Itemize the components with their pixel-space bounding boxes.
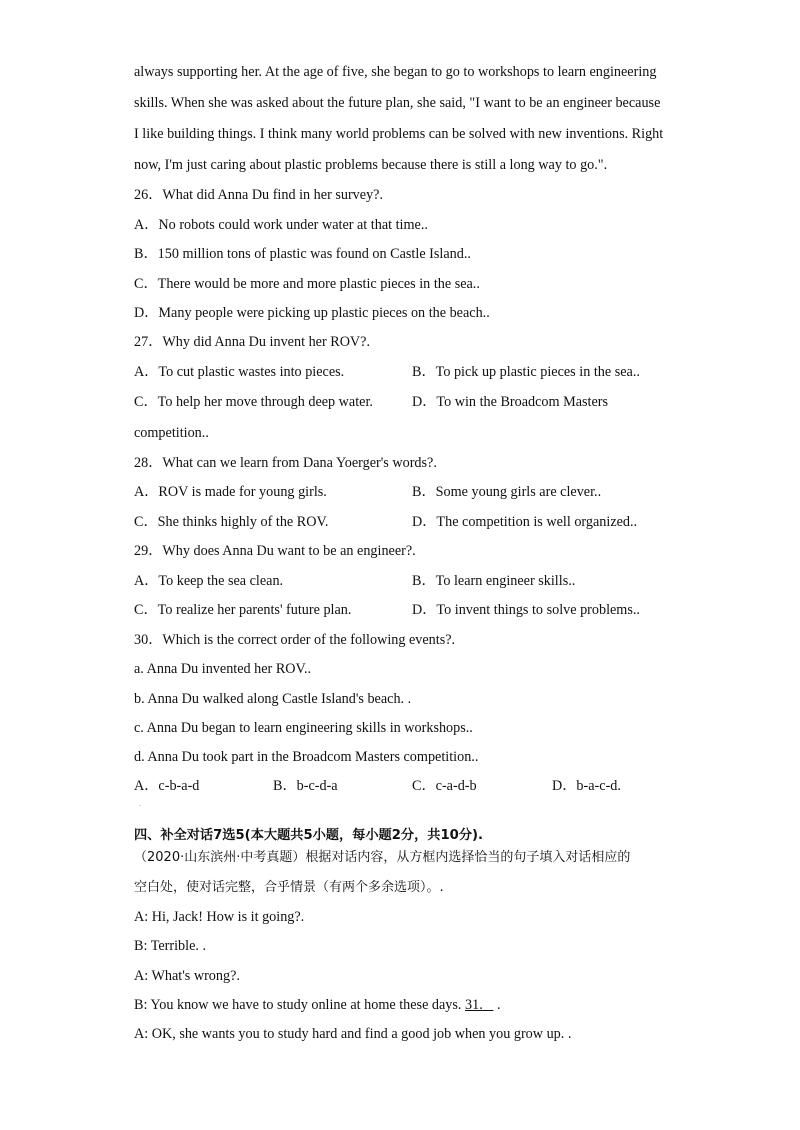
answer-blank-31: [465, 997, 493, 1013]
question-30-option-c: C．c-a-d-b: [412, 778, 477, 794]
question-27-option-d: D．To win the Broadcom Masters: [412, 394, 609, 410]
passage-line-1: always supporting her. At the age of five, she began to go to workshops to learn engineering: [134, 64, 657, 80]
question-29-option-b: B．To learn engineer skills..: [412, 573, 576, 589]
question-28-option-c: C．She thinks highly of the ROV.: [134, 514, 329, 530]
question-28-option-a: A．ROV is made for young girls.: [134, 484, 327, 500]
question-30-event-a: a. Anna Du invented her ROV..: [134, 661, 312, 677]
section-4-intro-line-1: （2020·山东滨州·中考真题）根据对话内容，从方框内选择恰当的句子填入对话相应的: [134, 850, 631, 865]
question-29-option-c: C．To realize her parents' future plan.: [134, 602, 352, 618]
question-27-option-c: C．To help her move through deep water.: [134, 394, 373, 410]
section-4-heading: 四、补全对话7选5(本大题共5小题，每小题2分，共10分).: [134, 828, 484, 843]
question-30-event-d: d. Anna Du took part in the Broadcom Masters competition..: [134, 749, 479, 765]
dialogue-line-1: A: Hi, Jack! How is it going?.: [134, 909, 305, 925]
passage-line-2: skills. When she was asked about the future plan, she said, "I want to be an engineer because: [134, 95, 661, 111]
dialogue-line-3: A: What's wrong?.: [134, 968, 240, 984]
question-26-option-c: C．There would be more and more plastic pieces in the sea..: [134, 276, 480, 292]
blank-31-number: 31.: [465, 997, 483, 1013]
dialogue-line-4: [134, 996, 500, 1014]
passage-line-4: now, I'm just caring about plastic problems because there is still a long way to go.".: [134, 157, 608, 173]
dialogue-line-5: A: OK, she wants you to study hard and find a good job when you grow up. .: [134, 1026, 572, 1042]
question-29-option-d: D．To invent things to solve problems..: [412, 602, 640, 618]
blank-31-tail: .: [493, 997, 501, 1013]
question-28-option-d: D．The competition is well organized..: [412, 514, 638, 530]
question-29-stem: 29．Why does Anna Du want to be an engineer?.: [134, 543, 416, 559]
question-28-option-b: B．Some young girls are clever..: [412, 484, 602, 500]
question-27-stem: 27．Why did Anna Du invent her ROV?.: [134, 334, 371, 350]
question-30-event-b: b. Anna Du walked along Castle Island's beach. .: [134, 691, 412, 707]
question-30-event-c: c. Anna Du began to learn engineering skills in workshops..: [134, 720, 473, 736]
question-27-option-d-continued: competition..: [134, 425, 209, 441]
question-26-option-a: A．No robots could work under water at that time..: [134, 217, 428, 233]
question-30-stem: 30．Which is the correct order of the following events?.: [134, 632, 456, 648]
dialogue-line-4-text: B: You know we have to study online at home these days.: [134, 997, 466, 1013]
question-26-option-d: D．Many people were picking up plastic pieces on the beach..: [134, 305, 490, 321]
question-26-option-b: B．150 million tons of plastic was found on Castle Island..: [134, 246, 471, 262]
stray-mark: .: [139, 799, 141, 808]
question-28-stem: 28．What can we learn from Dana Yoerger's words?.: [134, 455, 437, 471]
dialogue-line-2: B: Terrible. .: [134, 938, 207, 954]
question-29-option-a: A．To keep the sea clean.: [134, 573, 284, 589]
passage-line-3: I like building things. I think many world problems can be solved with new inventions. Right: [134, 126, 664, 142]
section-4-intro-line-2: 空白处，使对话完整，合乎情景（有两个多余选项）。.: [134, 880, 444, 895]
question-30-option-a: A．c-b-a-d: [134, 778, 200, 794]
question-30-option-d: D．b-a-c-d.: [552, 778, 621, 794]
question-26-stem: 26．What did Anna Du find in her survey?.: [134, 187, 384, 203]
question-27-option-a: A．To cut plastic wastes into pieces.: [134, 364, 345, 380]
question-27-option-b: B．To pick up plastic pieces in the sea..: [412, 364, 640, 380]
question-30-option-b: B．b-c-d-a: [273, 778, 338, 794]
